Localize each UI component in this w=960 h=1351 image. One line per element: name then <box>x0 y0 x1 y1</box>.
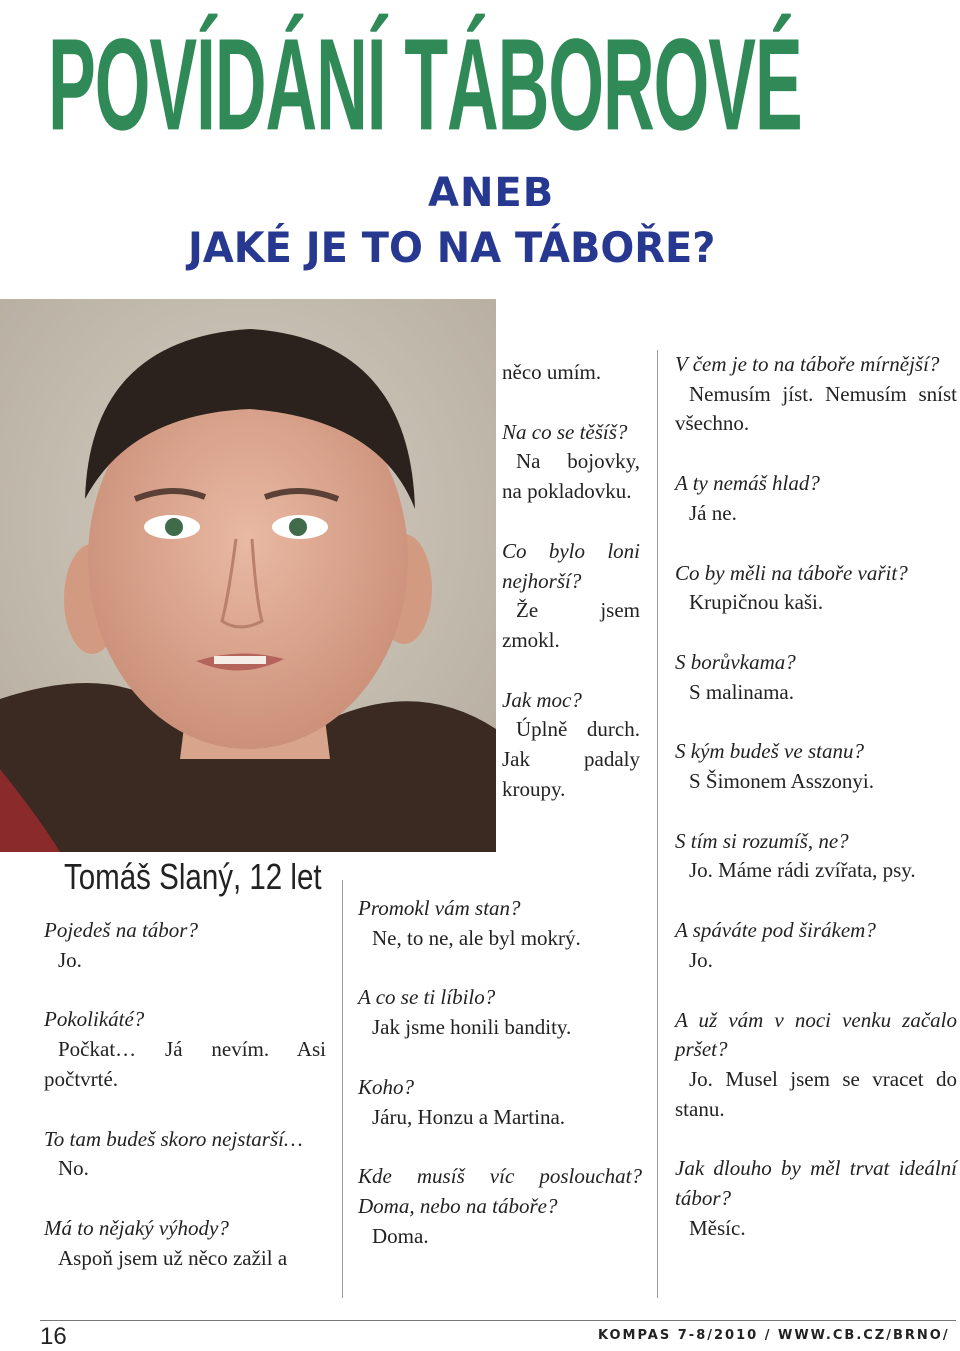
subtitle-line-1: ANEB <box>428 170 555 216</box>
answer: Jo. Musel jsem se vracet do stanu. <box>675 1066 957 1121</box>
question: V čem je to na táboře mírnější? <box>675 352 940 376</box>
answer: No. <box>58 1156 89 1181</box>
question: Jak dlouho by měl trvat ideální tábor? <box>675 1156 957 1211</box>
column-divider <box>342 880 343 1298</box>
title-wrap <box>48 10 960 160</box>
question: A co se ti líbilo? <box>358 985 496 1010</box>
column-divider <box>657 350 658 1298</box>
answer: Ne, to ne, ale byl mokrý. <box>372 925 581 950</box>
column-2-bottom <box>358 894 642 1251</box>
page-number: 16 <box>40 1323 67 1350</box>
answer: Já ne. <box>689 500 737 525</box>
answer: Měsíc. <box>689 1215 746 1240</box>
portrait-illustration <box>0 299 496 852</box>
answer: Počkat… Já nevím. Asi počtvrté. <box>44 1037 326 1091</box>
answer: Krupičnou kaši. <box>689 590 824 615</box>
answer: Nemusím jíst. Nemusím sníst všechno. <box>675 381 957 436</box>
answer: Járu, Honzu a Martina. <box>372 1104 566 1129</box>
answer: Jak jsme honili bandity. <box>372 1015 572 1040</box>
question: Co bylo loni nejhorší? <box>502 538 640 593</box>
column-3 <box>675 350 957 1243</box>
answer: něco umím. <box>502 360 602 384</box>
answer: Aspoň jsem už něco zažil a <box>58 1245 288 1270</box>
question: Jak moc? <box>502 687 582 712</box>
photo-caption: Tomáš Slaný, 12 let <box>64 856 322 897</box>
question: Na co se těšíš? <box>502 419 628 444</box>
question: S borůvkama? <box>675 649 796 674</box>
question: Kde musíš víc poslouchat? Doma, nebo na táboře? <box>358 1164 642 1218</box>
question: Pokolikáté? <box>44 1007 145 1032</box>
question: To tam budeš skoro nejstarší… <box>44 1126 303 1151</box>
question: Co by měli na táboře vařit? <box>675 560 908 585</box>
answer: Jo. Máme rádi zvířata, psy. <box>689 858 916 883</box>
portrait-photo <box>0 299 496 852</box>
question: A spáváte pod širákem? <box>675 918 876 943</box>
subtitle-line-2: JAKÉ JE TO NA TÁBOŘE? <box>188 223 716 272</box>
question: A ty nemáš hlad? <box>675 471 820 496</box>
question: Koho? <box>358 1074 415 1099</box>
answer: Jo. <box>689 947 713 972</box>
answer: Jo. <box>58 947 82 972</box>
column-2-top <box>502 358 640 804</box>
question: A už vám v noci venku začalo pršet? <box>675 1007 957 1062</box>
answer: Doma. <box>372 1223 429 1248</box>
answer: Na bojovky, na pokladovku. <box>502 449 640 504</box>
answer: S Šimonem Asszonyi. <box>689 769 874 794</box>
answer: Že jsem zmokl. <box>502 598 640 652</box>
question: S kým budeš ve stanu? <box>675 739 864 764</box>
question: Promokl vám stan? <box>358 896 521 920</box>
main-title: POVÍDÁNÍ TÁBOROVÉ <box>48 12 802 158</box>
question: Pojedeš na tábor? <box>44 918 198 942</box>
question: Má to nějaký výhody? <box>44 1215 229 1240</box>
footer-rule <box>40 1320 956 1321</box>
answer: S malinama. <box>689 679 794 704</box>
answer: Úplně durch. Jak padaly kroupy. <box>502 717 640 801</box>
magazine-footer: KOMPAS 7-8/2010 / WWW.CB.CZ/BRNO/ <box>598 1328 950 1343</box>
column-1 <box>44 916 326 1273</box>
question: S tím si rozumíš, ne? <box>675 828 849 853</box>
